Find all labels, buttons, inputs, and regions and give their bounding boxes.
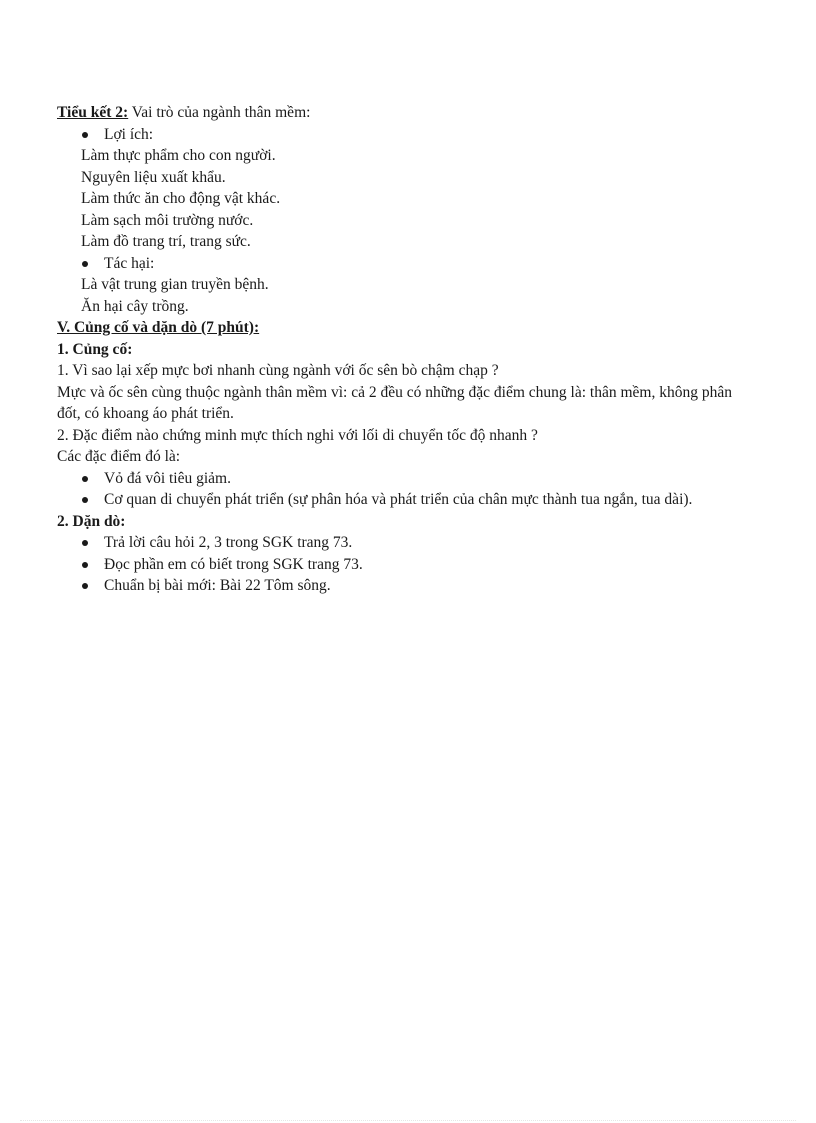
tac-hai-item: Ăn hại cây trồng. <box>81 297 189 315</box>
tieu-ket-line <box>57 102 737 124</box>
question-2: 2. Đặc điểm nào chứng minh mực thích nghi với lối di chuyển tốc độ nhanh ? <box>57 426 538 444</box>
answer-1: Mực và ốc sên cùng thuộc ngành thân mềm vì: cả 2 đều có những đặc điểm chung là: thân mềm, không phân đốt, có khoang áo phát triển. <box>57 383 732 422</box>
question-1: 1. Vì sao lại xếp mực bơi nhanh cùng ngành với ốc sên bò chậm chạp ? <box>57 362 499 379</box>
answer-2-item: Vỏ đá vôi tiêu giảm. <box>57 468 737 490</box>
section-v-heading: V. Củng cố và dặn dò (7 phút): <box>57 319 260 336</box>
dan-do-item: Chuẩn bị bài mới: Bài 22 Tôm sông. <box>57 575 737 597</box>
dan-do-item: Trả lời câu hỏi 2, 3 trong SGK trang 73. <box>57 532 737 554</box>
loi-ich-bullet: Lợi ích: <box>57 124 737 146</box>
cung-co-heading: 1. Củng cố: <box>57 340 133 358</box>
loi-ich-item: Làm thực phẩm cho con người. <box>81 147 276 164</box>
tac-hai-bullet: Tác hại: <box>57 253 737 275</box>
tac-hai-item: Là vật trung gian truyền bệnh. <box>81 276 269 293</box>
loi-ich-item: Nguyên liệu xuất khẩu. <box>81 168 226 186</box>
document-body <box>57 102 737 597</box>
dan-do-heading: 2. Dặn dò: <box>57 512 126 530</box>
dan-do-item: Đọc phần em có biết trong SGK trang 73. <box>57 554 737 576</box>
loi-ich-item: Làm sạch môi trường nước. <box>81 211 254 229</box>
answer-2-item: Cơ quan di chuyển phát triển (sự phân hóa và phát triển của chân mực thành tua ngắn, tua dài). <box>57 489 737 511</box>
tieu-ket-label: Tiểu kết 2: <box>57 104 129 121</box>
loi-ich-item: Làm thức ăn cho động vật khác. <box>81 190 281 207</box>
tieu-ket-text: Vai trò của ngành thân mềm: <box>128 104 311 121</box>
loi-ich-item: Làm đồ trang trí, trang sức. <box>81 233 251 250</box>
page-bottom-divider <box>20 1120 796 1121</box>
answer-2-intro: Các đặc điểm đó là: <box>57 448 181 465</box>
